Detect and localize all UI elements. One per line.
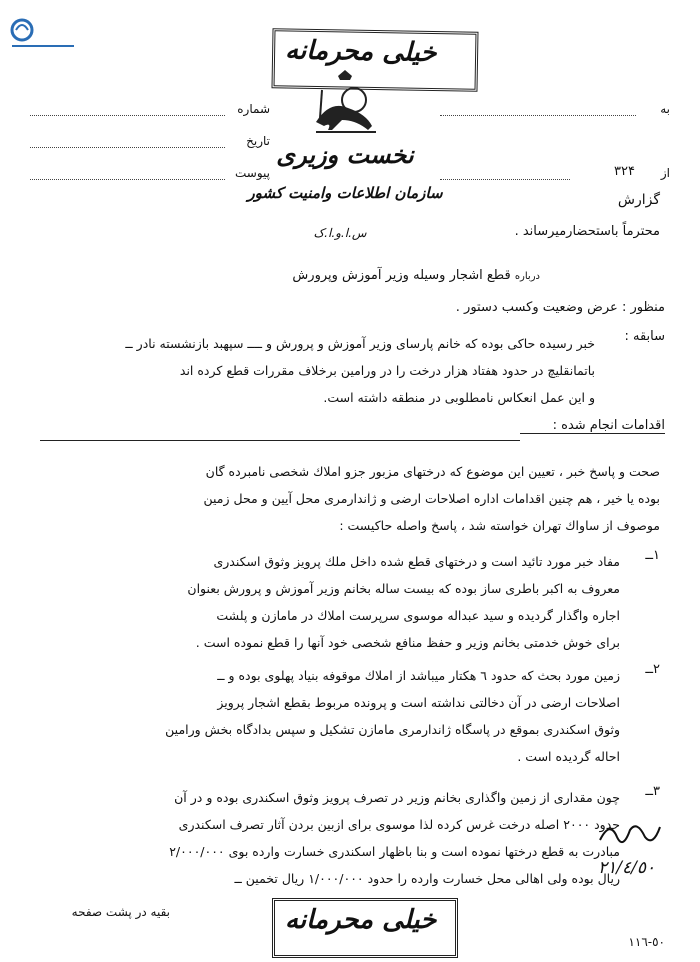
item-line: وثوق اسکندری بموقع در پاسگاه ژاندارمری مامازن تشکیل و سپس بدادگاه بخش ورامین <box>165 722 620 737</box>
item-line: اصلاحات ارضی در آن دخالتی نداشته است و پرونده مربوط بقطع اشجار پرویز <box>217 695 620 710</box>
background-line: و این عمل انعکاس نامطلوبی در منطقه داشته است. <box>323 390 595 405</box>
background-label: سابقه : <box>624 329 665 344</box>
bottom-stamp-text: خیلی محرمانه <box>285 905 437 935</box>
purpose-line <box>280 300 665 315</box>
attachment-line <box>30 179 225 180</box>
lion-sun-emblem <box>302 70 388 144</box>
from-value: ۳۲۴ <box>614 164 635 179</box>
item-1-paragraph <box>35 548 620 656</box>
page-code: ٥٠-١١٦ <box>628 935 665 949</box>
item-number: ۲ــ <box>645 662 660 677</box>
item-line: مبادرت به قطع درختها نموده است و بنا باظهار اسکندری خسارت وارده بوی ۲/۰۰۰/۰۰۰ <box>169 844 620 859</box>
item-number: ۳ــ <box>645 784 660 799</box>
org-subtitle: سازمان اطلاعات وامنیت کشور <box>247 184 443 202</box>
item-line: معروف به اکبر باطری ساز بوده که بیست ساله بخانم وزیر آموزش و پرورش بعنوان <box>187 581 620 596</box>
background-line: باتمانقلیچ در حدود هفتاد هزار درخت را در ورامین برخلاف مقررات قطع کرده اند <box>179 363 595 378</box>
org-title: نخست وزیری <box>276 140 414 169</box>
background-paragraph <box>40 330 595 411</box>
subject-line <box>210 268 540 283</box>
subject-text: قطع اشجار وسیله وزیر آموزش وپرورش <box>292 268 511 283</box>
item-line: احاله گردیده است . <box>517 749 620 764</box>
intro-line: صحت و پاسخ خبر ، تعیین این موضوع که درختهای مزبور جزو املاك شخصی نامبرده گان <box>205 464 660 479</box>
actions-intro <box>35 458 660 539</box>
item-number: ۱ــ <box>645 548 660 563</box>
item-line: مفاد خبر مورد تائید است و درختهای قطع شده داخل ملك پرویز وثوق اسکندری <box>213 554 620 569</box>
item-2-paragraph <box>35 662 620 770</box>
to-line <box>440 115 636 116</box>
to-label: به <box>660 102 670 116</box>
actions-rule <box>40 440 520 441</box>
number-line <box>30 115 225 116</box>
item-line: برای خوش خدمتی بخانم وزیر و حفظ منافع شخصی خود آنها را قطع نموده است . <box>195 635 620 650</box>
number-label: شماره <box>237 102 270 116</box>
date-label: تاریخ <box>246 134 270 148</box>
from-line <box>440 179 570 180</box>
archive-logo <box>8 14 78 54</box>
subject-label: درباره <box>514 271 540 282</box>
item-line: اجاره واگذار گردیده و سید عبداله موسوی سرپرست املاك در مامازن و پلشت <box>216 608 620 623</box>
background-line: خبر رسیده حاکی بوده که خانم پارسای وزیر آموزش و پرورش و ــــ سپهبد بازنشسته نادر ــ <box>125 336 595 351</box>
bottom-confidential-stamp <box>272 898 458 958</box>
item-line: چون مقداری از زمین واگذاری بخانم وزیر در تصرف پرویز وثوق اسکندری بوده و در آن <box>174 790 620 805</box>
actions-label: اقدامات انجام شده : <box>520 418 665 434</box>
item-line: ریال بوده ولی اهالی محل خسارت وارده را حدود ۱/۰۰۰/۰۰۰ ریال تخمین ــ <box>234 871 620 886</box>
continue-note: بقیه در پشت صفحه <box>71 905 170 919</box>
handwritten-date: ٢١/٤/٥٠ <box>598 858 656 878</box>
handwritten-signature <box>595 815 665 859</box>
purpose-label: منظور : <box>621 300 665 315</box>
intro-line: بوده یا خیر ، هم چنین اقدامات اداره اصلاحات ارضی و ژاندارمری محل آیین و محل زمین <box>203 491 660 506</box>
report-label: گزارش <box>617 192 660 208</box>
item-line: زمین مورد بحث که حدود ٦ هکتار میباشد از املاك موقوفه بنیاد پهلوی بوده و ــ <box>217 668 620 683</box>
logo-icon <box>8 14 78 54</box>
greeting: محترماً باستحضارمیرساند . <box>514 224 660 239</box>
item-line: حدود ۲۰۰۰ اصله درخت غرس کرده لذا موسوی برای ازبین بردن آثار تصرف اسکندری <box>178 817 620 832</box>
from-label: از <box>660 166 670 180</box>
signature-icon <box>595 815 665 855</box>
lion-and-sun-icon <box>302 70 388 140</box>
item-3-paragraph <box>35 784 620 892</box>
purpose-text: عرض وضعیت وکسب دستور . <box>455 300 618 315</box>
top-stamp-text: خیلی محرمانه <box>284 35 437 69</box>
org-code: س.ا.و.ا.ک <box>313 226 367 240</box>
date-line <box>30 147 225 148</box>
attachment-label: پیوست <box>235 166 270 180</box>
intro-line: موصوف از ساواك تهران خواسته شد ، پاسخ واصله حاکیست : <box>339 518 660 533</box>
